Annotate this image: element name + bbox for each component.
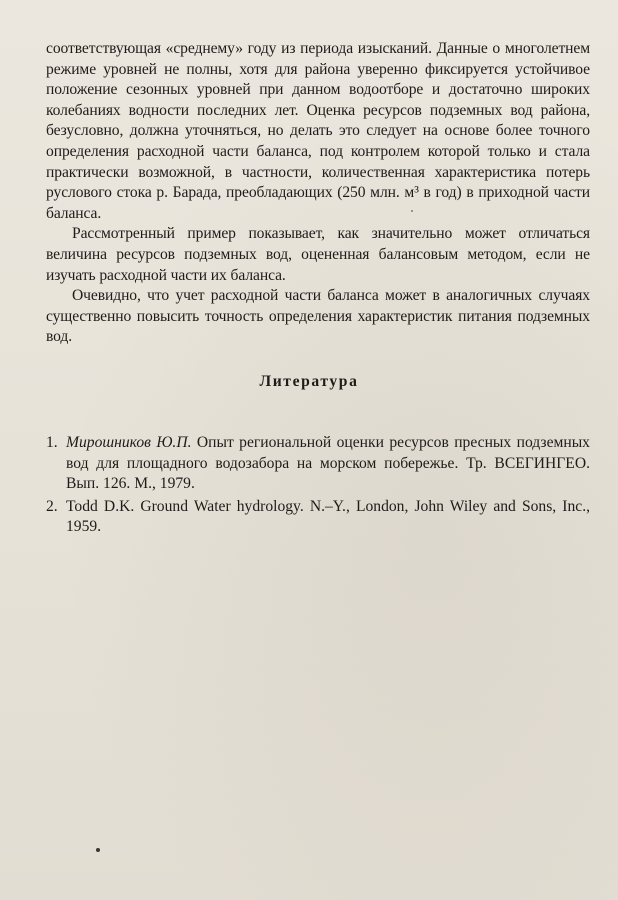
reference-number: 2. [46,497,58,515]
paragraph-3: Очевидно, что учет расходной части баланса может в аналогичных случаях существенно повысить точность определения характеристик питания подземных вод. [46,287,590,346]
reference-number: 1. [46,434,58,451]
reference-text: Опыт региональной оценки ресурсов пресных подземных вод для площадного водозабора на морском побережье. Тр. ВСЕГИНГЕО. Вып. 126. М., 1979. [66,434,590,493]
references-list [46,433,590,540]
reference-text: Todd D.K. Ground Water hydrology. N.–Y., London, John Wiley and Sons, Inc., 1959. [66,497,590,536]
reference-author: Мирошников Ю.П. [66,434,192,451]
ink-speck [96,848,100,852]
ink-speck [411,210,413,212]
paragraph-1: соответствующая «среднему» году из периода изысканий. Данные о многолетнем режиме уровней не полны, хотя для района уверенно фиксируется устойчивое положение сезонных уровней при данном водоотборе и достаточно широких колебаниях водности последних лет. Оценка ресурсов подземных вод района, безусловно, должна уточняться, но делать это следует на основе более точного определения расходной части баланса, под контролем которой только и стала практически возможной, в частности, количественная характеристика потерь руслового стока р. Барада, преобладающих (250 млн. м³ в год) в приходной части баланса. [46,40,590,222]
body-text [46,39,590,348]
reference-item [46,497,590,538]
reference-item [46,433,590,495]
references-heading: Литература [259,373,359,390]
paragraph-2: Рассмотренный пример показывает, как значительно может отличаться величина ресурсов подземных вод, оцененная балансовым методом, если не изучать расходной части их баланса. [46,225,590,284]
